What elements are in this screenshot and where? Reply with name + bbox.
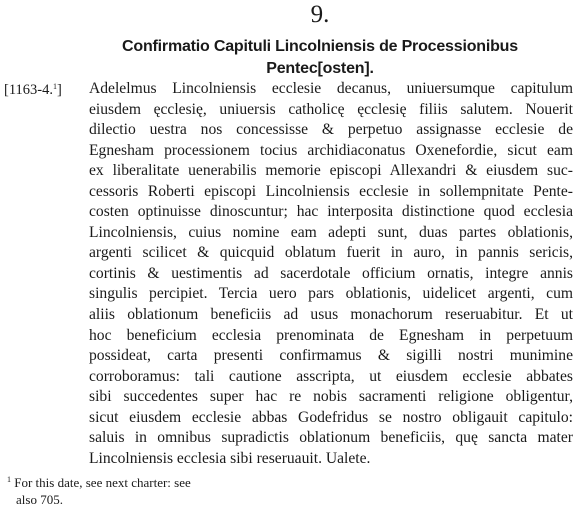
footnote-line: [7, 474, 191, 491]
charter-number: 9.: [310, 1, 330, 28]
text-line: cortinis & uestimentis ad sacerdotale officium ornatis, integre annis: [89, 264, 573, 282]
charter-title: [64, 36, 575, 80]
charter-title-line: Confirmatio Capituli Lincolniensis de Processionibus: [122, 38, 518, 55]
date-note-text: [1163-4.: [4, 82, 53, 98]
date-note: [4, 80, 62, 100]
text-line: corroboramus: tali cautione asscripta, ut eiusdem ecclesie abbates: [89, 367, 573, 385]
text-line: sibi succedentes super hac re nobis sacramenti religione obligentur,: [89, 388, 573, 406]
text-line: argenti scilicet & quicquid oblatum fuerit in auro, in pannis sericis,: [89, 244, 573, 262]
date-note-close: ]: [57, 82, 62, 98]
text-line: possideat, carta presenti confirmamus & sigilli nostri munimine: [89, 347, 573, 365]
text-line: singulis percipiet. Tercia uero pars oblationis, uidelicet argenti, cum: [89, 285, 573, 303]
footnote-text: For this date, see next charter: see: [14, 475, 191, 490]
footnote: [7, 474, 191, 508]
text-line: dilectio uestra nos concessisse & perpetuo assignasse ecclesie de: [89, 121, 573, 139]
footnote-marker: 1: [53, 82, 57, 91]
footnote-line: also 705.: [16, 492, 63, 507]
footnote-marker: 1: [7, 475, 11, 484]
charter-title-line: Pentec[osten].: [266, 60, 374, 77]
text-line: Egnesham processionem tocius archidiaconatus Oxenefordie, sicut eam: [89, 141, 573, 159]
text-line: Adelelmus Lincolniensis ecclesie decanus, uniuersumque capitulum: [89, 80, 573, 97]
text-line: ex liberalitate uenerabilis memorie episcopi Allexandri & eiusdem suc-: [89, 162, 573, 180]
text-line: sicut eiusdem ecclesie abbas Godefridus se nostro obligauit capitulo:: [89, 408, 573, 426]
text-line: aliis oblationum beneficiis ad usus monachorum reseruabitur. Et ut: [89, 306, 573, 324]
text-line: saluis in omnibus supradictis oblationum beneficiis, quę sancta mater: [89, 429, 573, 447]
text-line: Lincolniensis ecclesia sibi reseruauit. Ualete.: [89, 449, 371, 467]
text-line: hoc beneficium ecclesia prenominata de Egnesham in perpetuum: [89, 326, 573, 344]
text-line: cessoris Roberti episcopi Lincolniensis ecclesie in sollempnitate Pente-: [89, 182, 573, 200]
charter-body: [89, 79, 573, 469]
text-line: eiusdem ęcclesię, uniuersis catholicę ęcclesię filiis salutem. Nouerit: [89, 100, 573, 118]
text-line: Lincolniensis, cuius nomine eam adepti sunt, duas partes oblationis,: [89, 223, 573, 241]
text-line: costen optinuisse dinoscuntur; hac interposita distinctione quod ecclesia: [89, 203, 573, 221]
